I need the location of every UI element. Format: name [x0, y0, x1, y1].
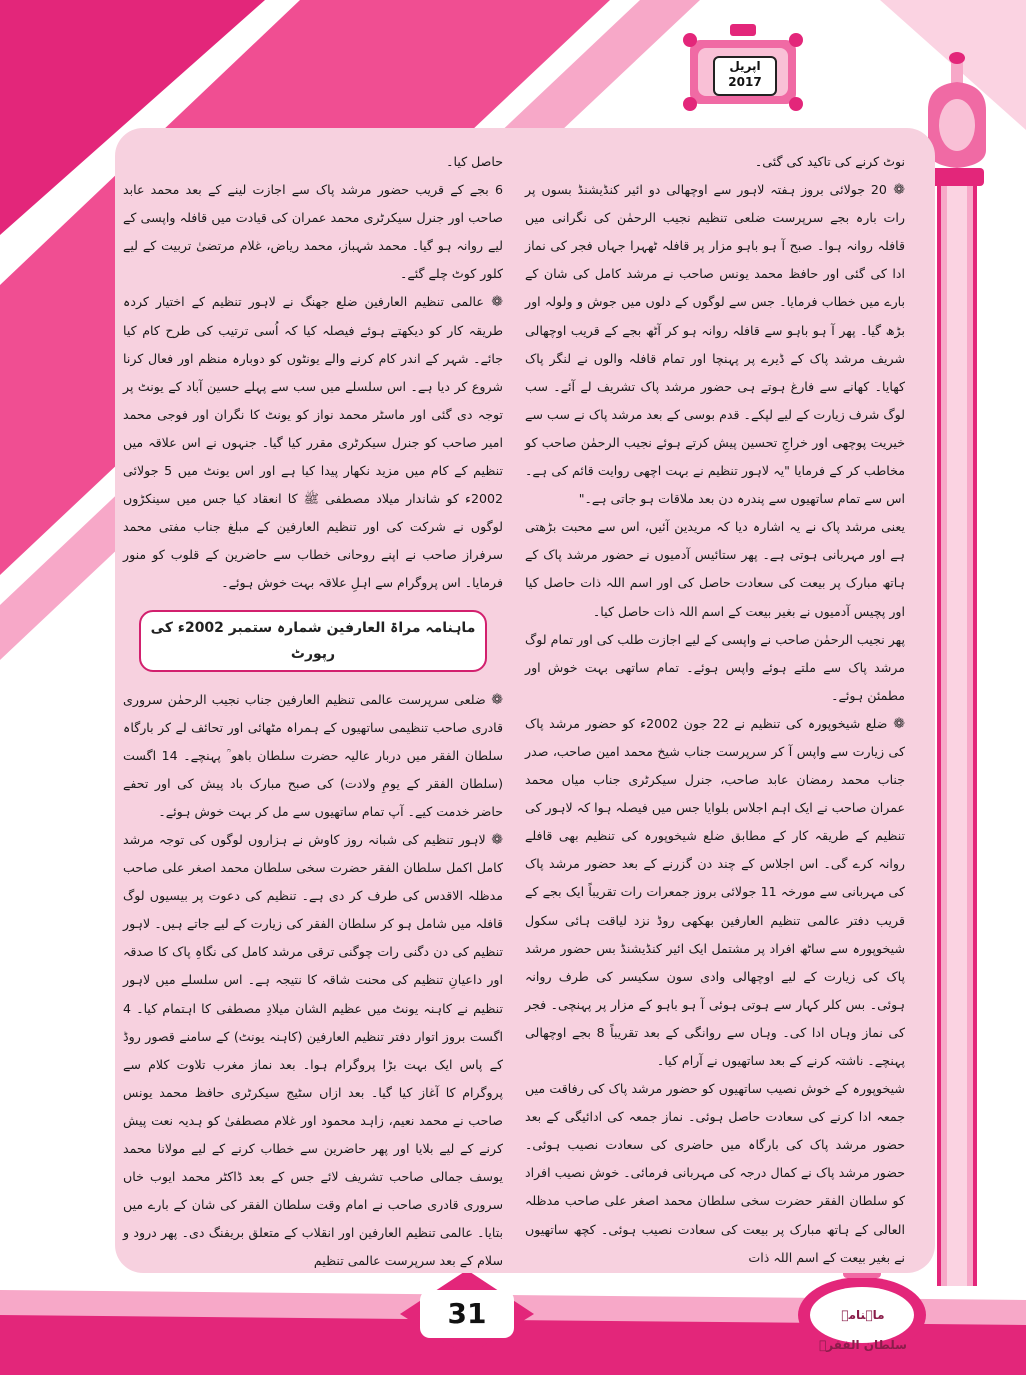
- pillar-ornament: [928, 52, 986, 1286]
- paragraph: [525, 710, 905, 1075]
- paragraph: [525, 1075, 905, 1272]
- flower-bullet-icon: ❁: [485, 691, 503, 708]
- report-heading: ماہنامہ مراۃ العارفین شمارہ ستمبر 2002ء کی رپورٹ: [139, 610, 487, 672]
- paragraph-text: نوٹ کرنے کی تاکید کی گئی۔: [754, 154, 905, 169]
- paragraph: [123, 176, 503, 288]
- paragraph: [123, 148, 503, 176]
- paragraph-text: شیخوپورہ کے خوش نصیب ساتھیوں کو حضور مرشد پاک کی رفاقت میں جمعہ ادا کرنے کی سعادت حاصل ہوئی۔ نماز جمعہ کی ادائیگی کے بعد حضور مرشد پاک کی بارگاہ میں حاضری کی سعادت نصیب ہوئی۔ حضور مرشد پاک نے کمال درجہ کی مہربانی فرمائی۔ خوش نصیب افراد کو سلطان الفقر حضرت سخی سلطان محمد اصغر علی صاحب مدظلہ العالی کے ہاتھ مبارک پر بیعت کی سعادت نصیب ہوئی۔ کچھ ساتھیوں نے بغیر بیعت کے اسم اللہ ذات: [525, 1081, 905, 1265]
- paragraph-text: 6 بجے کے قریب حضور مرشد پاک سے اجازت لینے کے بعد محمد عابد صاحب اور جنرل سیکرٹری محمد عمران کی قیادت میں قافلہ واپسی کے لیے روانہ ہو گیا۔ محمد شہباز، محمد ریاض، غلام مرتضیٰ تربیت کے لیے کلور کوٹ چلے گئے۔: [123, 182, 503, 282]
- paragraph: [123, 288, 503, 597]
- flower-bullet-icon: ❁: [886, 182, 905, 199]
- paragraph-text: حاصل کیا۔: [446, 154, 503, 169]
- paragraph: [525, 176, 905, 513]
- right-column: [525, 148, 905, 1265]
- paragraph-text: ضلعی سرپرست عالمی تنظیم العارفین جناب نجیب الرحمٰن سروری قادری صاحب تنظیمی ساتھیوں کے ہمراہ مٹھائی اور تحائف لے کر بارگاہ سلطان الفقر میں دربار عالیہ حضرت سلطان باھو ؒ پہنچے۔ 14 اگست (سلطان الفقر کے یومِ ولادت) کی صبح مبارک باد پیش کی اور تحفے حاضر خدمت کیے۔ آپ تمام ساتھیوں سے مل کر بہت خوش ہوئے۔: [123, 691, 503, 819]
- issue-date-box: [713, 56, 777, 96]
- flower-bullet-icon: ❁: [485, 831, 503, 848]
- paragraph-text: پھر نجیب الرحمٰن صاحب نے واپسی کے لیے اجازت طلب کی اور تمام لوگ مرشد پاک سے ملتے ہوئے واپس ہوئے۔ تمام ساتھی بہت خوش اور مطمئن ہوئے۔: [525, 631, 905, 703]
- flower-bullet-icon: ❁: [887, 715, 905, 732]
- flower-bullet-icon: ❁: [483, 294, 503, 311]
- paragraph: [525, 148, 905, 176]
- paragraph-text: عالمی تنظیم العارفین ضلع جھنگ نے لاہور تنظیم کے اختیار کردہ طریقہ کار کو دیکھتے ہوئے فیصلہ کیا کہ اُسی ترتیب کی طرح کام کیا جائے۔ شہر کے اندر کام کرنے والے یونٹوں کو دوبارہ منظم اور فعال کرنا شروع کر دیا ہے۔ اس سلسلے میں سب سے پہلے حسین آباد کے یونٹ پر توجہ دی گئی اور ماسٹر محمد نواز کو یونٹ کا نگران اور فوجی محمد امیر صاحب کو جنرل سیکرٹری مقرر کیا گیا۔ جنہوں نے اس علاقہ میں تنظیم کے کام میں مزید نکھار پیدا کیا ہے اور اس یونٹ میں 5 جولائی 2002ء کو شاندار میلاد مصطفی ﷺ کا انعقاد کیا جس میں سینکڑوں لوگوں نے شرکت کی اور تنظیم العارفین کے مبلغ جناب مفتی محمد سرفراز صاحب نے اپنے روحانی خطاب سے حاضرین کے قلوب کو منور فرمایا۔ اس پروگرام سے اہلِ علاقہ بہت خوش ہوئے۔: [123, 294, 503, 591]
- issue-month: اپریل: [729, 59, 761, 73]
- paragraph: [123, 686, 503, 826]
- paragraph-text: یعنی مرشد پاک نے یہ اشارہ دیا کہ مریدین آئیں، اس سے محبت بڑھتی ہے اور مہربانی ہوتی ہے۔ پھر ستائیس آدمیوں نے حضور مرشد پاک کے ہاتھ مبارک پر بیعت کی سعادت حاصل کی اور اسم اللہ ذات حاصل کیا اور پچیس آدمیوں نے بغیر بیعت کے اسم اللہ ذات حاصل کیا۔: [525, 519, 905, 619]
- paragraph-text: لاہور تنظیم کی شبانہ روز کاوش نے ہزاروں لوگوں کی توجہ مرشد کامل اکمل سلطان الفقر حضرت سخی سلطان محمد اصغر علی صاحب مدظلہ الاقدس کی طرف کر دی ہے۔ تنظیم کی دعوت پر بیسیوں لوگ قافلہ میں شامل ہو کر سلطان الفقر کی زیارت کے لیے جاتے ہیں۔ لاہور تنظیم کی دن دگنی رات چوگنی ترقی مرشد کامل کی نگاہِ پاک کا صدقہ اور داعیانِ تنظیم کی محنت شاقہ کا نتیجہ ہے۔ اس سلسلے میں لاہور تنظیم نے کاہنہ یونٹ میں عظیم الشان میلادِ مصطفی کا اہتمام کیا۔ 4 اگست بروز اتوار دفتر تنظیم العارفین (کاہنہ یونٹ) کے سامنے قصور روڈ کے پاس ایک بہت بڑا پروگرام ہوا۔ بعد نماز مغرب تلاوت کلام سے پروگرام کا آغاز کیا گیا۔ بعد ازاں سٹیج سیکرٹری حافظ محمد یونس صاحب نے محمد نعیم، زاہد محمود اور غلام مصطفیٰ کو ہدیہ نعت پیش کرنے کے لیے بلایا اور پھر حاضرین سے خطاب کرنے کے لیے مولانا محمد یوسف جمالی صاحب تشریف لائے جس کے بعد ڈاکٹر محمد ایوب خاں سروری قادری صاحب نے امام وقت سلطان الفقر کی شان کے بارے میں بتایا۔ عالمی تنظیم العارفین اور انقلاب کے متعلق بریفنگ دی۔ پھر درود و سلام کے بعد سرپرست عالمی تنظیم: [123, 831, 503, 1269]
- paragraph-text: 20 جولائی بروز ہفتہ لاہور سے اوچھالی دو ائیر کنڈیشنڈ بسوں پر رات بارہ بجے سرپرست ضلعی تنظیم نجیب الرحمٰن کی نگرانی میں قافلہ روانہ ہوا۔ صبح آ ہو باہو مزار پر قافلہ ٹھہرا جہاں فجر کی نماز ادا کی گئی اور حافظ محمد یونس صاحب نے مرشد کامل کی شان کے بارے میں خطاب فرمایا۔ جس سے لوگوں کے دلوں میں جوش و ولولہ اور بڑھ گیا۔ پھر آ ہو باہو سے قافلہ روانہ ہو کر آٹھ بجے کے قریب اوچھالی شریف مرشد پاک کے ڈیرے پر پہنچا اور تمام قافلہ والوں نے لنگر پاک کھایا۔ کھانے سے فارغ ہوتے ہی حضور مرشد پاک تشریف لے آئے۔ سب لوگ شرف زیارت کے لیے لپکے۔ قدم بوسی کے بعد مرشد پاک نے سب سے خیریت پوچھی اور خراجِ تحسین پیش کرتے ہوئے نجیب الرحمٰن صاحب کو مخاطب کر کے فرمایا "یہ لاہور تنظیم نے بہت اچھی روایت قائم کی ہے۔ اس سے تمام ساتھیوں سے پندرہ دن بعد ملاقات ہو جاتی ہے۔": [525, 182, 905, 507]
- paragraph: [525, 626, 905, 710]
- left-column: [123, 148, 503, 1269]
- paragraph-text: ضلع شیخوپورہ کی تنظیم نے 22 جون 2002ء کو حضور مرشد پاک کی زیارت سے واپس آ کر سرپرست جناب شیخ محمد امین صاحب، صدر جناب محمد رمضان عابد صاحب، جنرل سیکرٹری جناب میاں محمد عمران صاحب نے ایک اہم اجلاس بلوایا جس میں فیصلہ ہوا کہ لاہور کی تنظیم کے طریقہ کار کے مطابق ضلع شیخوپورہ کی تنظیم بھی قافلے روانہ کرے گی۔ اس اجلاس کے چند دن گزرنے کے بعد حضور مرشد پاک کی مہربانی سے مورخہ 11 جولائی بروز جمعرات رات تقریباً ایک بجے کے قریب دفتر عالمی تنظیم العارفین بھکھی روڈ نزد لیاقت ہائی سکول شیخوپورہ سے ساٹھ افراد پر مشتمل ایک ائیر کنڈیشنڈ بس حضور مرشد پاک کی زیارت کے لیے اوچھالی وادی سون سکیسر کی طرف روانہ ہوئی۔ بس کلر کہار سے ہوتی ہوئی آ ہو باہو کے مزار پر پہنچی۔ فجر کی نماز وہاں ادا کی۔ وہاں سے روانگی کے بعد تقریباً 8 بجے اوچھالی پہنچے۔ ناشتہ کرنے کے بعد ساتھیوں نے آرام کیا۔: [525, 715, 905, 1068]
- paragraph: [123, 826, 503, 1276]
- page-number: 31: [447, 1297, 487, 1330]
- magazine-logo: ماہنامہ سلطان الفقرؒ: [819, 1308, 907, 1352]
- issue-year: 2017: [728, 75, 762, 89]
- paragraph: [525, 513, 905, 625]
